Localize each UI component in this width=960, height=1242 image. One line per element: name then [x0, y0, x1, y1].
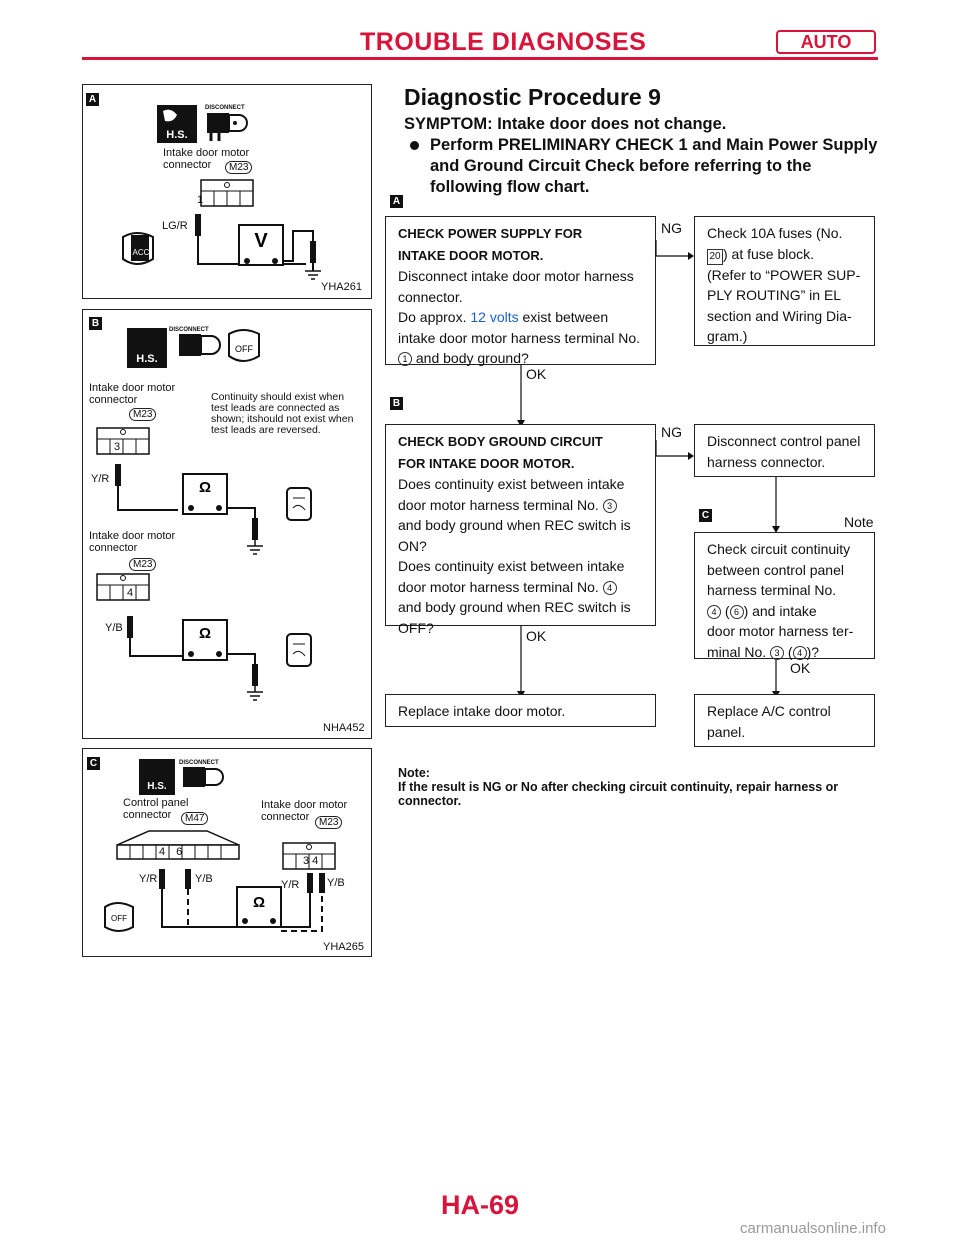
step-text: door motor harness ter- — [707, 623, 854, 639]
step-text: Replace A/C control — [707, 703, 831, 719]
note-reference: Note — [844, 514, 874, 530]
continuity-note: Continuity should exist when test leads are connected as shown; itshould not exist when test leads are reversed. — [211, 391, 354, 436]
terminal-number-2: 4 — [127, 587, 134, 599]
terminal-number: 3 — [770, 646, 784, 660]
connector-label-1: Control panel connector — [123, 797, 189, 821]
terminals-1: 4 6 — [159, 846, 183, 858]
terminal-number: 4 — [793, 646, 807, 660]
step-text: PLY ROUTING” in EL — [707, 287, 842, 303]
step-text: harness connector. — [707, 453, 826, 470]
step-text: Disconnect control panel — [707, 433, 861, 449]
figure-code: NHA452 — [323, 722, 365, 734]
step-text: and body ground when REC switch is — [398, 599, 631, 615]
harness-side-icon — [157, 105, 197, 143]
ok-label: OK — [526, 628, 547, 644]
step-text: door motor harness terminal No. — [398, 496, 599, 513]
note-block — [398, 766, 888, 808]
step-text: door motor harness terminal No. — [398, 578, 599, 595]
step-text: gram.) — [707, 328, 748, 344]
wire-color-1: Y/R — [91, 473, 110, 485]
connector-label-2: Intake door motor connector — [89, 530, 176, 554]
wire-color-2: Y/B — [105, 622, 123, 634]
step-text: OFF? — [398, 619, 434, 636]
step-text: )? — [806, 643, 820, 660]
disconnect-icon — [207, 113, 247, 141]
figure-code: YHA265 — [323, 941, 364, 953]
svg-text:H.S.: H.S. — [147, 781, 167, 792]
flow-tag-a: A — [390, 195, 403, 208]
step-heading: INTAKE DOOR MOTOR. — [398, 247, 544, 263]
page-number: HA-69 — [440, 1190, 520, 1220]
wire-color: LG/R — [162, 220, 188, 232]
voltage-link[interactable]: 12 volts — [470, 309, 519, 325]
step-heading: CHECK BODY GROUND CIRCUIT — [398, 434, 603, 449]
svg-text:Ω: Ω — [198, 625, 212, 642]
diagram-panel-a — [82, 84, 372, 299]
step-heading: FOR INTAKE DOOR MOTOR. — [398, 455, 575, 471]
icon-disconnect-label: DISCONNECT — [205, 105, 245, 111]
page-header-title: TROUBLE DIAGNOSES — [360, 28, 647, 56]
step-text: Does continuity exist between intake — [398, 476, 625, 492]
replace-control-panel-box — [694, 694, 875, 747]
continuity-test-diagram — [83, 310, 371, 738]
step-text: intake door motor harness terminal No. — [398, 329, 640, 346]
step-text: (Refer to “POWER SUP- — [707, 266, 861, 283]
symptom-text: SYMPTOM: Intake door does not change. — [404, 115, 727, 133]
ignition-key-off-icon — [105, 903, 133, 931]
diagram-panel-b — [82, 309, 372, 739]
step-text: Do approx. — [398, 309, 467, 325]
voltage-test-diagram — [83, 85, 371, 298]
step-text: and body ground? — [415, 350, 529, 366]
step-text: panel. — [707, 723, 746, 740]
terminal-number: 4 — [603, 581, 617, 595]
step-text: Disconnect intake door motor harness — [398, 268, 634, 284]
connector-id-2: M23 — [315, 816, 342, 829]
circuit-continuity-diagram — [83, 749, 371, 956]
step-text: exist between — [522, 309, 609, 325]
svg-text:Ω: Ω — [198, 479, 212, 496]
connector-id-1: M23 — [129, 408, 156, 421]
disconnect-control-panel-box — [694, 424, 875, 477]
step-text: harness terminal No. — [707, 582, 837, 598]
replace-motor-box — [385, 694, 656, 727]
wire-color-right-1: Y/R — [281, 879, 300, 891]
terminal-number: 6 — [730, 605, 744, 619]
svg-text:ACC: ACC — [132, 248, 150, 257]
connector-label-2: Intake door motor connector — [261, 799, 348, 823]
wire-color-left-1: Y/R — [139, 873, 158, 885]
connector-id-1: M47 — [181, 812, 208, 825]
step-text: ON? — [398, 537, 427, 554]
connector-label-1: Intake door motor connector — [89, 382, 176, 406]
panel-tag-a: A — [86, 93, 99, 106]
header-divider — [82, 57, 878, 60]
step-text: ) at fuse block. — [723, 245, 815, 262]
step-text: section and Wiring Dia- — [707, 307, 852, 324]
watermark: carmanualsonline.info — [740, 1220, 886, 1237]
fuse-number: 20 — [707, 249, 723, 265]
icon-disconnect-label: DISCONNECT — [179, 760, 219, 766]
icon-disconnect-label: DISCONNECT — [169, 327, 209, 333]
step-text: Does continuity exist between intake — [398, 558, 625, 574]
terminals-2: 3 4 — [303, 855, 319, 867]
step-text: between control panel — [707, 561, 844, 578]
note-text: If the result is NG or No after checking circuit continuity, repair harness or connector. — [398, 780, 839, 808]
preliminary-check-instruction: Perform PRELIMINARY CHECK 1 and Main Power Supply and Ground Circuit Check before referring to the following flow chart. — [430, 136, 878, 196]
flow-tag-b: B — [390, 397, 403, 410]
flow-tag-c: C — [699, 509, 712, 522]
figure-code: YHA261 — [321, 281, 362, 293]
bullet-icon — [410, 141, 419, 150]
step-text: Replace intake door motor. — [398, 703, 566, 719]
ignition-key-off-icon — [229, 330, 259, 361]
connector-id: M23 — [225, 161, 252, 174]
svg-text:Ω: Ω — [252, 894, 266, 911]
ignition-key-icon — [123, 233, 153, 264]
diagram-panel-c — [82, 748, 372, 957]
step-text: connector. — [398, 288, 463, 305]
step-heading: CHECK POWER SUPPLY FOR — [398, 226, 583, 241]
connector-label: Intake door motor connector — [163, 147, 250, 171]
terminal-number-1: 3 — [114, 441, 121, 453]
panel-tag-c: C — [87, 757, 100, 770]
svg-text:OFF: OFF — [235, 344, 253, 354]
procedure-title: Diagnostic Procedure 9 — [404, 84, 661, 110]
voltmeter-symbol: V — [254, 230, 268, 252]
wire-color-right-2: Y/B — [327, 877, 345, 889]
panel-tag-b: B — [89, 317, 102, 330]
terminal-number: 4 — [707, 605, 721, 619]
ng-label: NG — [661, 220, 682, 236]
ok-label: OK — [526, 366, 547, 382]
wire-color-left-2: Y/B — [195, 873, 213, 885]
step-text: ) and intake — [743, 602, 817, 619]
header-tag: AUTO — [776, 30, 876, 54]
terminal-number: 1 — [398, 352, 412, 366]
connector-id-2: M23 — [129, 558, 156, 571]
ng-label: NG — [661, 424, 682, 440]
svg-text:H.S.: H.S. — [136, 353, 158, 365]
terminal-number: 1 — [197, 194, 204, 206]
svg-text:H.S.: H.S. — [166, 129, 188, 141]
note-title: Note: — [398, 766, 430, 780]
check-circuit-continuity-box: Check circuit continuity between control panel harness terminal No. 4 ( 6 ) and intake door motor harness ter- minal No. 3 ( 4 )? — [694, 532, 875, 659]
terminal-number: 3 — [603, 499, 617, 513]
step-text: Check 10A fuses (No. — [707, 225, 843, 241]
step-text: and body ground when REC switch is — [398, 517, 631, 533]
svg-text:OFF: OFF — [111, 914, 127, 923]
step-text: Check circuit continuity — [707, 541, 851, 557]
step-text: minal No. — [707, 643, 767, 660]
ok-label: OK — [790, 660, 811, 676]
